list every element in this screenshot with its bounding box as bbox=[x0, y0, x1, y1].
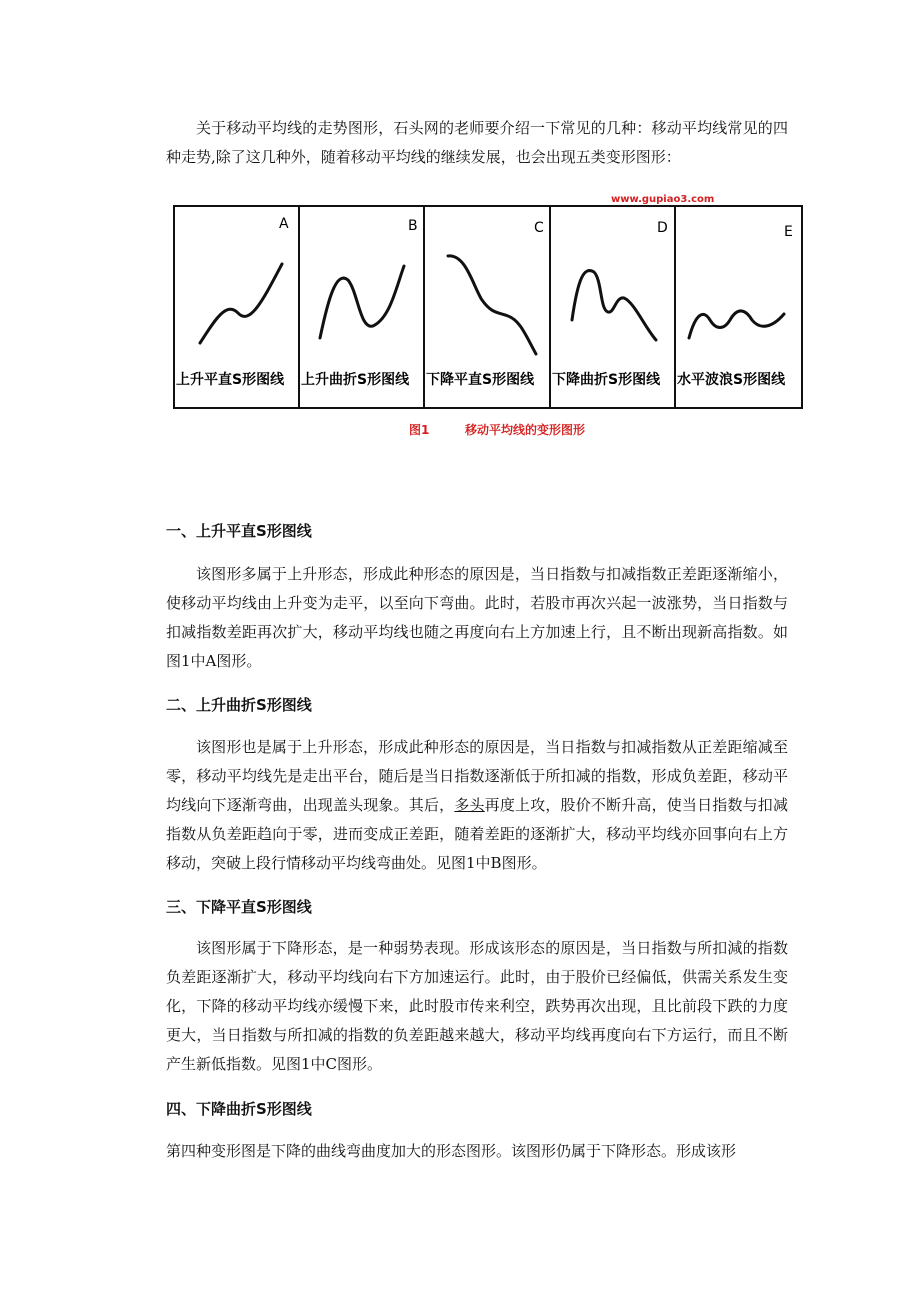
section-3-body: 该图形属于下降形态，是一种弱势表现。形成该形态的原因是，当日指数与所扣減的指数负差距逐渐扩大，移动平均线向右下方加速运行。此时，由于股价已经偏低，供需关系发生变化，下降的移动平均线亦缓慢下来，此时股市传来利空，跌势再次出现，且比前段下跌的力度更大，当日指数与所扣减的指数的负差距越来越大，移动平均线再度向右下方运行，而且不断产生新低指数。见图1中C图形。 bbox=[166, 939, 788, 1073]
panel-label-c: 下降平直S形图线 bbox=[426, 372, 535, 388]
caption-title: 移动平均线的变形图形 bbox=[465, 423, 586, 437]
curve-b bbox=[320, 266, 404, 338]
panel-letter-a: A bbox=[279, 216, 289, 232]
panel-letter-b: B bbox=[408, 218, 418, 234]
curve-a bbox=[200, 264, 282, 343]
section-2-heading: 二、上升曲折S形图线 bbox=[166, 696, 312, 714]
caption-number: 图1 bbox=[409, 423, 430, 437]
section-4-heading: 四、下降曲折S形图线 bbox=[166, 1100, 312, 1118]
panel-letter-e: E bbox=[784, 224, 793, 240]
panel-letter-c: C bbox=[534, 220, 544, 236]
curve-c bbox=[448, 256, 536, 354]
figure-watermark: www.gupiao3.com bbox=[611, 194, 715, 205]
curve-d bbox=[572, 271, 656, 340]
panel-label-b: 上升曲折S形图线 bbox=[301, 372, 410, 388]
section-1-body: 该图形多属于上升形态，形成此种形态的原因是，当日指数与扣减指数正差距逐渐缩小，使移动平均线由上升变为走平，以至向下弯曲。此时，若股市再次兴起一波涨势，当日指数与扣减指数差距再次扩大，移动平均线也随之再度向右上方加速上行，且不断出现新高指数。如图1中A图形。 bbox=[166, 565, 788, 670]
panel-label-a: 上升平直S形图线 bbox=[176, 372, 285, 388]
section-3-heading: 三、下降平直S形图线 bbox=[166, 898, 312, 916]
panel-label-d: 下降曲折S形图线 bbox=[552, 372, 661, 388]
section-2-body-part2: 再度上攻，股价不断升高，使当日指数与扣减指数从负差距趋向于零，进而变成正差距，随着差距的逐渐扩大，移动平均线亦回事向右上方移动，突破上段行情移动平均线弯曲处。见图1中B图形。 bbox=[166, 796, 788, 872]
section-2-body bbox=[166, 733, 788, 878]
figure-1 bbox=[168, 188, 808, 448]
panel-label-e: 水平波浪S形图线 bbox=[677, 372, 786, 388]
section-1-heading: 一、上升平直S形图线 bbox=[166, 522, 312, 540]
section-4-body: 第四种变形图是下降的曲线弯曲度加大的形态图形。该图形仍属于下降形态。形成该形 bbox=[166, 1142, 737, 1160]
panel-letter-d: D bbox=[657, 220, 668, 236]
duotou-link[interactable]: 多头 bbox=[454, 796, 485, 814]
curve-e bbox=[689, 311, 784, 338]
section-2-body-part1: 该图形也是属于上升形态，形成此种形态的原因是，当日指数与扣减指数从正差距缩减至零，移动平均线先是走出平台，随后是当日指数逐渐低于所扣减的指数，形成负差距，移动平均线向下逐渐弯曲，出现盖头现象。其后， bbox=[166, 738, 788, 814]
intro-paragraph: 关于移动平均线的走势图形，石头网的老师要介绍一下常见的几种：移动平均线常见的四种走势,除了这几种外，随着移动平均线的继续发展，也会出现五类变形图形： bbox=[166, 119, 788, 166]
